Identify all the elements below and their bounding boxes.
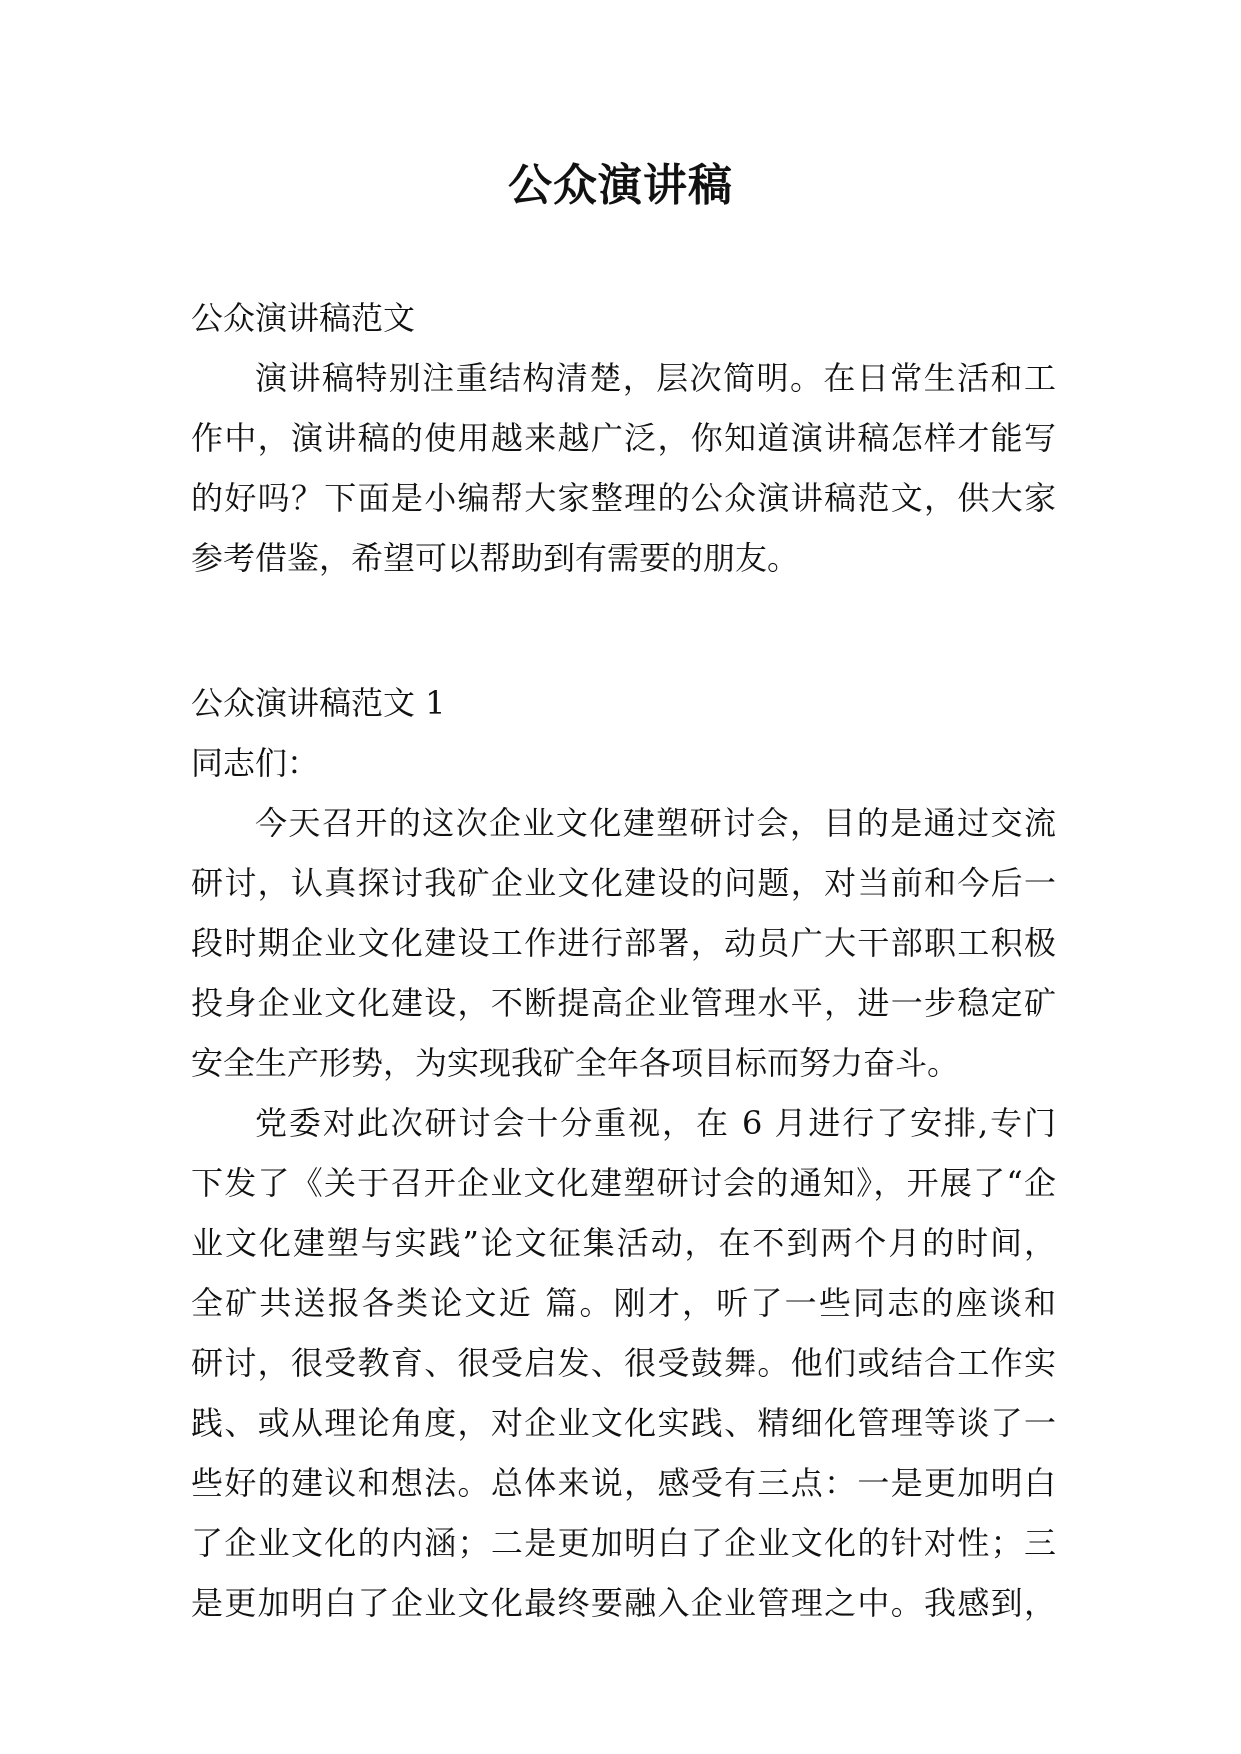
paragraph-line: 党委对此次研讨会十分重视，在 6 月进行了安排,专门 — [255, 1104, 1056, 1142]
salutation: 同志们： — [191, 744, 320, 782]
paragraph-line: 段时期企业文化建设工作进行部署，动员广大干部职工积极 — [191, 924, 1056, 962]
section-heading: 公众演讲稿范文 1 — [191, 684, 446, 722]
paragraph-line: 演讲稿特别注重结构清楚，层次简明。在日常生活和工 — [255, 359, 1056, 397]
paragraph-2 — [191, 1093, 1056, 1633]
intro-paragraph — [191, 348, 1056, 588]
paragraph-line: 业文化建塑与实践”论文征集活动，在不到两个月的时间， — [191, 1224, 1056, 1262]
paragraph-line: 研讨，认真探讨我矿企业文化建设的问题，对当前和今后一 — [191, 864, 1056, 902]
paragraph-line: 投身企业文化建设，不断提高企业管理水平，进一步稳定矿 — [191, 984, 1056, 1022]
paragraph-line: 研讨，很受教育、很受启发、很受鼓舞。他们或结合工作实 — [191, 1344, 1056, 1382]
paragraph-line: 安全生产形势，为实现我矿全年各项目标而努力奋斗。 — [191, 1044, 960, 1082]
paragraph-line: 了企业文化的内涵；二是更加明白了企业文化的针对性；三 — [191, 1524, 1056, 1562]
intro-heading: 公众演讲稿范文 — [191, 299, 416, 337]
paragraph-line: 的好吗？下面是小编帮大家整理的公众演讲稿范文，供大家 — [191, 479, 1056, 517]
paragraph-1 — [191, 793, 1056, 1093]
paragraph-line: 全矿共送报各类论文近 篇。刚才，听了一些同志的座谈和 — [191, 1284, 1056, 1322]
paragraph-line: 参考借鉴，希望可以帮助到有需要的朋友。 — [191, 539, 800, 577]
paragraph-line: 今天召开的这次企业文化建塑研讨会，目的是通过交流 — [255, 804, 1056, 842]
paragraph-line: 是更加明白了企业文化最终要融入企业管理之中。我感到， — [191, 1584, 1056, 1622]
section-gap — [191, 588, 1056, 673]
paragraph-line: 践、或从理论角度，对企业文化实践、精细化管理等谈了一 — [191, 1404, 1056, 1442]
document-title: 公众演讲稿 — [508, 160, 733, 211]
paragraph-line: 作中，演讲稿的使用越来越广泛，你知道演讲稿怎样才能写 — [191, 419, 1056, 457]
paragraph-line: 下发了《关于召开企业文化建塑研讨会的通知》，开展了“企 — [191, 1164, 1056, 1202]
paragraph-line: 些好的建议和想法。总体来说，感受有三点：一是更加明白 — [191, 1464, 1056, 1502]
document-body — [191, 288, 1056, 1633]
